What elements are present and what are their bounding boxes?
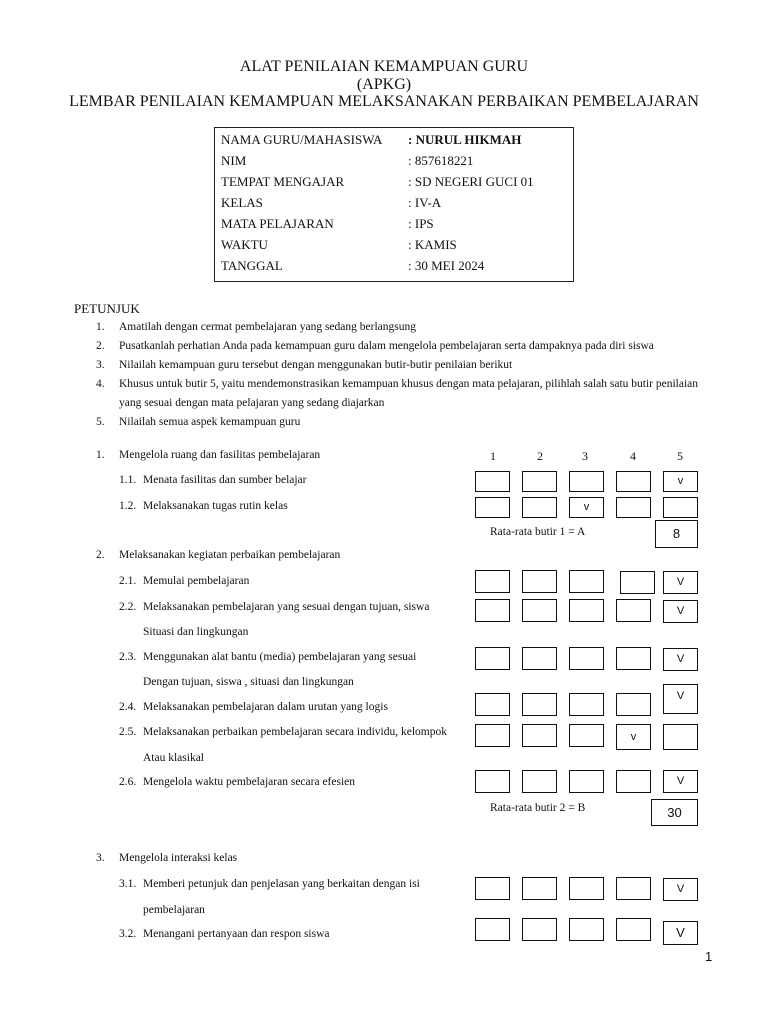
info-label: WAKTU (221, 237, 268, 252)
scale-header-4: 4 (630, 449, 636, 463)
score-box[interactable] (522, 770, 557, 793)
info-row (215, 237, 573, 257)
score-box[interactable]: V (663, 921, 698, 945)
score-box[interactable] (522, 497, 557, 518)
item-text: Mengelola waktu pembelajaran secara efesien (143, 776, 356, 788)
score-box[interactable] (569, 599, 604, 622)
score-box[interactable] (569, 724, 604, 747)
score-box[interactable] (475, 693, 510, 716)
scale-header-3: 3 (582, 449, 588, 463)
item-text: Memberi petunjuk dan penjelasan yang berkaitan dengan isi (143, 878, 420, 890)
item-text: Melaksanakan pembelajaran dalam urutan yang logis (143, 701, 388, 713)
info-row (215, 174, 573, 194)
item-text: Memulai pembelajaran (143, 575, 250, 587)
score-box[interactable] (569, 471, 604, 492)
title-line-2: (APKG) (356, 76, 412, 93)
item-text-cont: Atau klasikal (143, 752, 204, 764)
score-box[interactable]: V (663, 878, 698, 901)
score-box[interactable] (663, 497, 698, 518)
item-num: 2.6. (119, 776, 137, 788)
section-num: 2. (96, 549, 105, 561)
score-box[interactable] (522, 647, 557, 670)
section-num: 3. (96, 852, 105, 864)
item-num: 2.5. (119, 726, 137, 738)
petunjuk-text: Khusus untuk butir 5, yaitu mendemonstrasikan kemampuan khusus dengan mata pelajaran, pilihlah salah satu butir penilaian (119, 378, 699, 390)
score-box[interactable] (616, 647, 651, 670)
score-box[interactable]: V (663, 600, 698, 623)
info-value: : 857618221 (408, 153, 474, 168)
page-number: 1 (705, 949, 713, 964)
section-num: 1. (96, 449, 105, 461)
item-text: Menata fasilitas dan sumber belajar (143, 474, 307, 486)
item-num: 3.2. (119, 928, 137, 940)
info-row (215, 195, 573, 215)
info-value: : 30 MEI 2024 (408, 258, 485, 273)
info-row (215, 132, 573, 152)
score-box[interactable] (475, 570, 510, 593)
item-text: Melaksanakan perbaikan pembelajaran secara individu, kelompok (143, 726, 447, 738)
petunjuk-heading: PETUNJUK (74, 301, 140, 316)
score-box[interactable] (616, 497, 651, 518)
item-num: 3.1. (119, 878, 137, 890)
average-label: Rata-rata butir 2 = B (490, 802, 586, 814)
petunjuk-text-cont: yang sesuai dengan mata pelajaran yang sedang diajarkan (119, 397, 385, 409)
score-box[interactable] (616, 918, 651, 941)
score-box[interactable] (616, 693, 651, 716)
score-box[interactable] (522, 599, 557, 622)
score-box[interactable]: v (616, 724, 651, 750)
petunjuk-text: Nilailah kemampuan guru tersebut dengan menggunakan butir-butir penilaian berikut (119, 359, 513, 371)
score-box[interactable] (475, 770, 510, 793)
score-box[interactable] (620, 571, 655, 594)
score-box[interactable] (569, 570, 604, 593)
score-box[interactable] (475, 918, 510, 941)
petunjuk-num: 5. (96, 416, 105, 428)
item-num: 2.2. (119, 601, 137, 613)
section-title: Mengelola ruang dan fasilitas pembelajaran (119, 449, 321, 461)
info-row (215, 216, 573, 236)
item-num: 2.1. (119, 575, 137, 587)
score-box[interactable]: v (663, 471, 698, 492)
info-label: NAMA GURU/MAHASISWA (221, 132, 383, 147)
score-box[interactable] (569, 877, 604, 900)
petunjuk-num: 2. (96, 340, 105, 352)
score-box[interactable]: V (663, 684, 698, 714)
average-label: Rata-rata butir 1 = A (490, 526, 586, 538)
info-value: : KAMIS (408, 237, 457, 252)
score-box[interactable] (522, 471, 557, 492)
score-box[interactable] (475, 724, 510, 747)
section-title: Mengelola interaksi kelas (119, 852, 238, 864)
section-title: Melaksanakan kegiatan perbaikan pembelajaran (119, 549, 341, 561)
score-box[interactable]: V (663, 770, 698, 793)
info-label: TEMPAT MENGAJAR (221, 174, 345, 189)
identity-box (214, 127, 574, 282)
info-row (215, 153, 573, 173)
scale-header-5: 5 (677, 449, 683, 463)
item-text-cont: pembelajaran (143, 904, 205, 916)
score-box[interactable] (616, 877, 651, 900)
score-box[interactable] (569, 770, 604, 793)
score-box[interactable] (475, 647, 510, 670)
scale-header-1: 1 (490, 449, 496, 463)
info-value: : NURUL HIKMAH (408, 132, 522, 147)
info-label: MATA PELAJARAN (221, 216, 334, 231)
score-box[interactable] (475, 877, 510, 900)
title-line-1: ALAT PENILAIAN KEMAMPUAN GURU (239, 58, 529, 75)
score-box[interactable] (569, 918, 604, 941)
score-box[interactable]: v (569, 497, 604, 518)
item-text: Menggunakan alat bantu (media) pembelajaran yang sesuai (143, 651, 417, 663)
info-value: : SD NEGERI GUCI 01 (408, 174, 534, 189)
score-box[interactable] (522, 877, 557, 900)
info-label: KELAS (221, 195, 263, 210)
score-box[interactable] (475, 497, 510, 518)
item-num: 1.1. (119, 474, 137, 486)
info-value: : IPS (408, 216, 434, 231)
title-line-3: LEMBAR PENILAIAN KEMAMPUAN MELAKSANAKAN PERBAIKAN PEMBELAJARAN (69, 93, 699, 110)
score-box[interactable] (569, 693, 604, 716)
score-box[interactable] (569, 647, 604, 670)
score-box[interactable] (522, 693, 557, 716)
item-text: Melaksanakan tugas rutin kelas (143, 500, 288, 512)
petunjuk-text: Nilailah semua aspek kemampuan guru (119, 416, 301, 428)
item-text-cont: Dengan tujuan, siswa , situasi dan lingkungan (143, 676, 354, 688)
item-num: 1.2. (119, 500, 137, 512)
score-box[interactable] (475, 471, 510, 492)
petunjuk-text: Amatilah dengan cermat pembelajaran yang sedang berlangsung (119, 321, 416, 333)
score-box[interactable] (522, 724, 557, 747)
score-box[interactable] (475, 599, 510, 622)
petunjuk-num: 4. (96, 378, 105, 390)
score-box[interactable] (616, 471, 651, 492)
score-box[interactable]: V (663, 648, 698, 671)
petunjuk-num: 1. (96, 321, 105, 333)
item-text-cont: Situasi dan lingkungan (143, 626, 249, 638)
score-box[interactable] (522, 570, 557, 593)
score-box[interactable]: V (663, 571, 698, 594)
average-value-box[interactable]: 30 (651, 799, 698, 826)
item-text: Menangani pertanyaan dan respon siswa (143, 928, 330, 940)
score-box[interactable] (616, 599, 651, 622)
score-box[interactable] (616, 770, 651, 793)
item-text: Melaksanakan pembelajaran yang sesuai dengan tujuan, siswa (143, 601, 430, 613)
info-row (215, 258, 573, 278)
scale-header-2: 2 (537, 449, 543, 463)
info-label: NIM (221, 153, 247, 168)
average-value-box[interactable]: 8 (655, 520, 698, 548)
petunjuk-num: 3. (96, 359, 105, 371)
info-value: : IV-A (408, 195, 442, 210)
item-num: 2.3. (119, 651, 137, 663)
score-box[interactable] (522, 918, 557, 941)
info-label: TANGGAL (221, 258, 283, 273)
score-box[interactable] (663, 724, 698, 750)
item-num: 2.4. (119, 701, 137, 713)
petunjuk-text: Pusatkanlah perhatian Anda pada kemampuan guru dalam mengelola pembelajaran serta dampaknya pada diri siswa (119, 340, 654, 352)
